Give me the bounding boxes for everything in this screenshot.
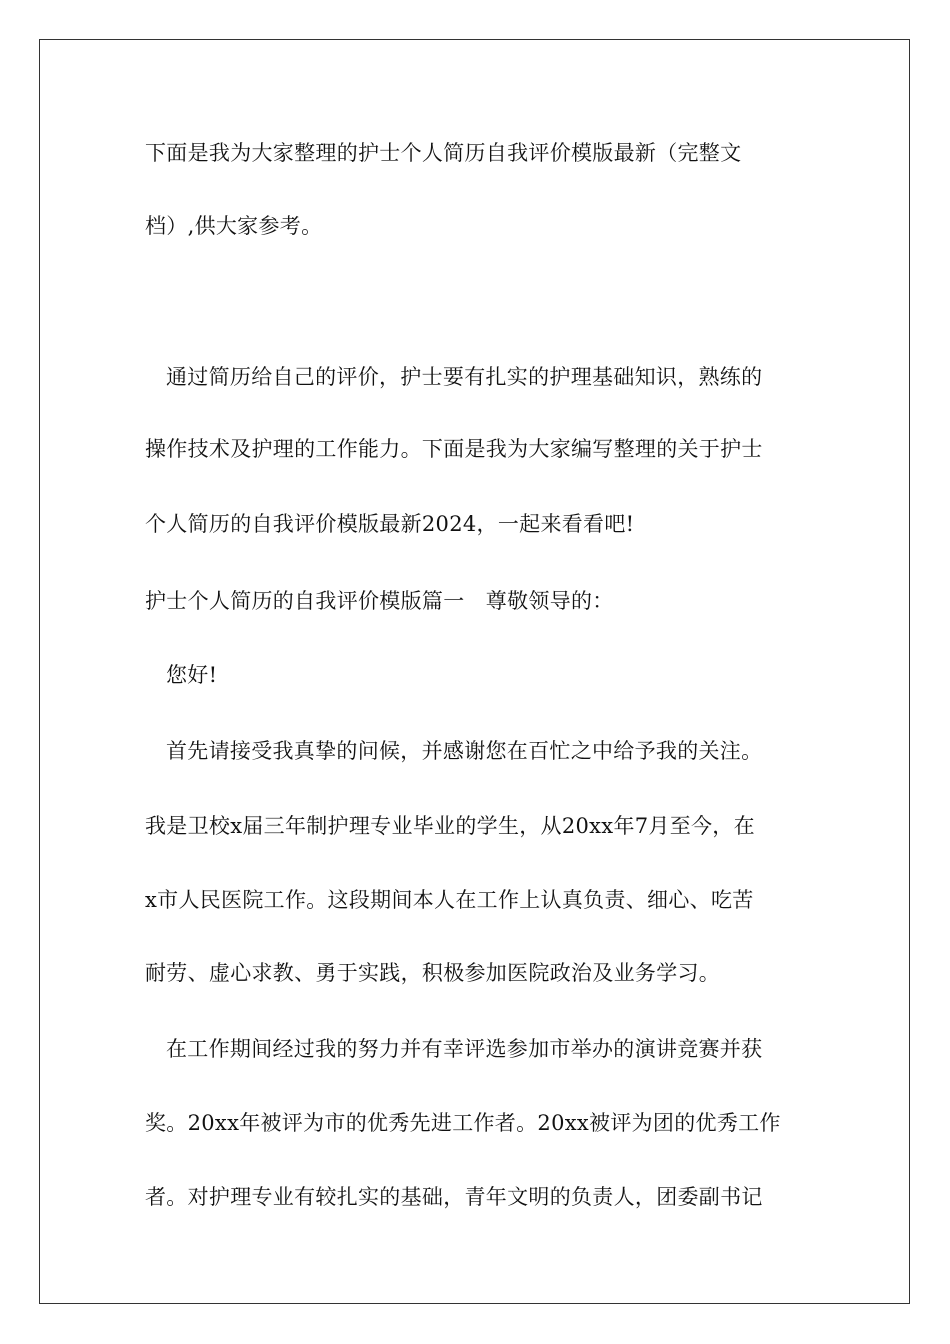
text-line-3: 通过简历给自己的评价，护士要有扎实的护理基础知识，熟练的 bbox=[166, 365, 763, 389]
text-line-2: 档）,供大家参考。 bbox=[145, 214, 323, 238]
text-line-8: 首先请接受我真挚的问候，并感谢您在百忙之中给予我的关注。 bbox=[166, 739, 763, 763]
text-line-4: 操作技术及护理的工作能力。下面是我为大家编写整理的关于护士 bbox=[145, 437, 763, 461]
text-line-9: 我是卫校x届三年制护理专业毕业的学生，从20xx年7月至今，在 bbox=[145, 814, 755, 838]
text-line-11: 耐劳、虚心求教、勇于实践，积极参加医院政治及业务学习。 bbox=[145, 961, 721, 985]
text-line-5: 个人简历的自我评价模版最新2024，一起来看看吧! bbox=[145, 512, 635, 536]
text-line-13: 奖。20xx年被评为市的优秀先进工作者。20xx被评为团的优秀工作 bbox=[145, 1111, 781, 1135]
text-line-12: 在工作期间经过我的努力并有幸评选参加市举办的演讲竞赛并获 bbox=[166, 1037, 763, 1061]
text-line-14: 者。对护理专业有较扎实的基础，青年文明的负责人，团委副书记 bbox=[145, 1185, 763, 1209]
greeting-line: 您好! bbox=[166, 663, 218, 687]
section-heading: 护士个人简历的自我评价模版篇一 尊敬领导的： bbox=[145, 589, 614, 613]
text-line-1: 下面是我为大家整理的护士个人简历自我评价模版最新（完整文 bbox=[145, 141, 742, 165]
text-line-10: x市人民医院工作。这段期间本人在工作上认真负责、细心、吃苦 bbox=[145, 888, 754, 912]
